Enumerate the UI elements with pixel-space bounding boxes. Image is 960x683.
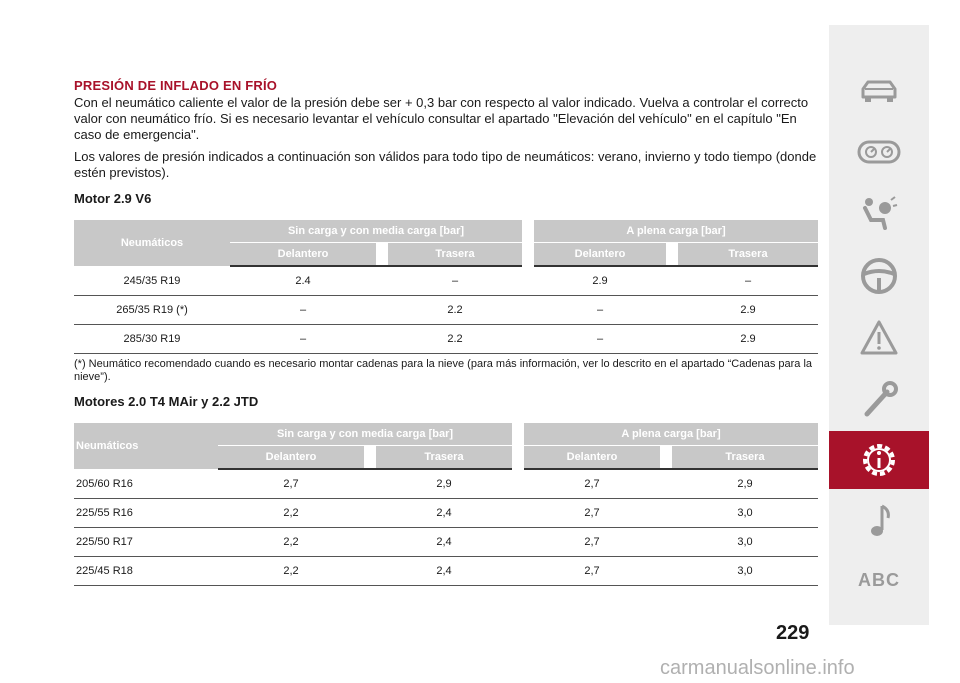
gap-cell bbox=[660, 499, 672, 528]
gap-cell bbox=[522, 296, 534, 325]
gap-cell bbox=[666, 266, 678, 296]
col-tyres-header: Neumáticos bbox=[74, 220, 230, 266]
table-row bbox=[74, 499, 818, 528]
value-cell: 2,7 bbox=[218, 469, 364, 499]
gap-cell bbox=[376, 325, 388, 354]
pressure-table-t4-jtd bbox=[74, 423, 818, 586]
value-cell: 2,2 bbox=[218, 557, 364, 586]
sub-rear-header: Trasera bbox=[672, 446, 818, 470]
sub-rear-header: Trasera bbox=[678, 243, 818, 267]
technical-data-gear-icon[interactable] bbox=[829, 431, 929, 489]
value-cell: 2.4 bbox=[230, 266, 376, 296]
tyre-size-cell: 225/55 R16 bbox=[74, 499, 218, 528]
paragraph-valid-tyres: Los valores de presión indicados a continuación son válidos para todo tipo de neumáticos: verano, invierno y todo tiempo (donde estén previstos). bbox=[74, 149, 817, 180]
header-gap bbox=[364, 446, 376, 470]
gap-cell bbox=[364, 528, 376, 557]
gap-cell bbox=[512, 469, 524, 499]
table1-title: Motor 2.9 V6 bbox=[74, 191, 152, 206]
abc-label: ABC bbox=[858, 569, 900, 590]
gap-cell bbox=[522, 266, 534, 296]
value-cell: 2.2 bbox=[388, 325, 522, 354]
warning-triangle-icon[interactable] bbox=[829, 309, 929, 367]
gap-cell bbox=[512, 528, 524, 557]
tyre-size-cell: 205/60 R16 bbox=[74, 469, 218, 499]
sub-rear-header: Trasera bbox=[388, 243, 522, 267]
sub-front-header: Delantero bbox=[230, 243, 376, 267]
header-gap bbox=[660, 446, 672, 470]
watermark: carmanualsonline.info bbox=[660, 657, 855, 679]
section-title: PRESIÓN DE INFLADO EN FRÍO bbox=[74, 78, 278, 93]
group-full-load-header: A plena carga [bar] bbox=[534, 220, 818, 243]
value-cell: 2,9 bbox=[672, 469, 818, 499]
tyre-size-cell: 265/35 R19 (*) bbox=[74, 296, 230, 325]
sub-rear-header: Trasera bbox=[376, 446, 512, 470]
gap-cell bbox=[512, 499, 524, 528]
value-cell: 2,7 bbox=[524, 528, 660, 557]
table-row bbox=[74, 296, 818, 325]
sub-front-header: Delantero bbox=[218, 446, 364, 470]
group-full-load-header: A plena carga [bar] bbox=[524, 423, 818, 446]
col-tyres-header: Neumáticos bbox=[74, 423, 218, 469]
gap-cell bbox=[660, 528, 672, 557]
value-cell: 2,9 bbox=[376, 469, 512, 499]
value-cell: 2.9 bbox=[678, 296, 818, 325]
value-cell: 3,0 bbox=[672, 557, 818, 586]
header-gap bbox=[666, 243, 678, 267]
airbag-seat-icon[interactable] bbox=[829, 185, 929, 243]
table-row bbox=[74, 557, 818, 586]
gap-cell bbox=[512, 557, 524, 586]
gap-cell bbox=[376, 266, 388, 296]
value-cell: 2,4 bbox=[376, 499, 512, 528]
value-cell: 2,2 bbox=[218, 528, 364, 557]
page-number: 229 bbox=[776, 622, 810, 644]
table1-footnote: (*) Neumático recomendado cuando es necesario montar cadenas para la nieve (para más información, ver lo descrito en el apartado “Cadenas para la nieve”). bbox=[74, 358, 813, 383]
header-gap bbox=[512, 423, 524, 469]
gap-cell bbox=[364, 469, 376, 499]
value-cell: 2.2 bbox=[388, 296, 522, 325]
gap-cell bbox=[364, 499, 376, 528]
value-cell: 2,7 bbox=[524, 469, 660, 499]
value-cell: 2.9 bbox=[534, 266, 666, 296]
car-icon[interactable] bbox=[829, 61, 929, 119]
gap-cell bbox=[666, 325, 678, 354]
value-cell: – bbox=[230, 296, 376, 325]
gap-cell bbox=[522, 325, 534, 354]
chapter-sidebar bbox=[829, 25, 929, 625]
value-cell: 2.9 bbox=[678, 325, 818, 354]
value-cell: – bbox=[534, 296, 666, 325]
dashboard-gauges-icon[interactable] bbox=[829, 123, 929, 181]
sub-front-header: Delantero bbox=[524, 446, 660, 470]
gap-cell bbox=[660, 557, 672, 586]
gap-cell bbox=[376, 296, 388, 325]
gap-cell bbox=[364, 557, 376, 586]
table-row bbox=[74, 266, 818, 296]
value-cell: 2,2 bbox=[218, 499, 364, 528]
header-gap bbox=[376, 243, 388, 267]
gap-cell bbox=[660, 469, 672, 499]
pressure-table-v6 bbox=[74, 220, 818, 354]
table-row bbox=[74, 528, 818, 557]
value-cell: 2,4 bbox=[376, 557, 512, 586]
table2-title: Motores 2.0 T4 MAir y 2.2 JTD bbox=[74, 394, 259, 409]
table-row bbox=[74, 325, 818, 354]
group-unladen-header: Sin carga y con media carga [bar] bbox=[230, 220, 522, 243]
value-cell: – bbox=[230, 325, 376, 354]
value-cell: 2,7 bbox=[524, 557, 660, 586]
tyre-size-cell: 225/45 R18 bbox=[74, 557, 218, 586]
tyre-size-cell: 285/30 R19 bbox=[74, 325, 230, 354]
value-cell: – bbox=[678, 266, 818, 296]
value-cell: – bbox=[534, 325, 666, 354]
sub-front-header: Delantero bbox=[534, 243, 666, 267]
abc-index-icon[interactable] bbox=[829, 551, 929, 609]
group-unladen-header: Sin carga y con media carga [bar] bbox=[218, 423, 512, 446]
value-cell: 2,4 bbox=[376, 528, 512, 557]
gap-cell bbox=[666, 296, 678, 325]
music-note-icon[interactable] bbox=[829, 491, 929, 549]
tyre-size-cell: 245/35 R19 bbox=[74, 266, 230, 296]
paragraph-hot-tyre: Con el neumático caliente el valor de la presión debe ser + 0,3 bar con respecto al valor indicado. Vuelva a controlar el correcto valor con neumático frío. Si es necesario levantar el vehículo consultar el apartado "Elevación del vehículo" en el capítulo "En caso de emergencia". bbox=[74, 95, 809, 142]
value-cell: 2,7 bbox=[524, 499, 660, 528]
wrench-icon[interactable] bbox=[829, 371, 929, 429]
value-cell: – bbox=[388, 266, 522, 296]
header-gap bbox=[522, 220, 534, 266]
tyre-size-cell: 225/50 R17 bbox=[74, 528, 218, 557]
steering-wheel-icon[interactable] bbox=[829, 247, 929, 305]
value-cell: 3,0 bbox=[672, 499, 818, 528]
table-row bbox=[74, 469, 818, 499]
value-cell: 3,0 bbox=[672, 528, 818, 557]
page-content bbox=[74, 78, 818, 586]
